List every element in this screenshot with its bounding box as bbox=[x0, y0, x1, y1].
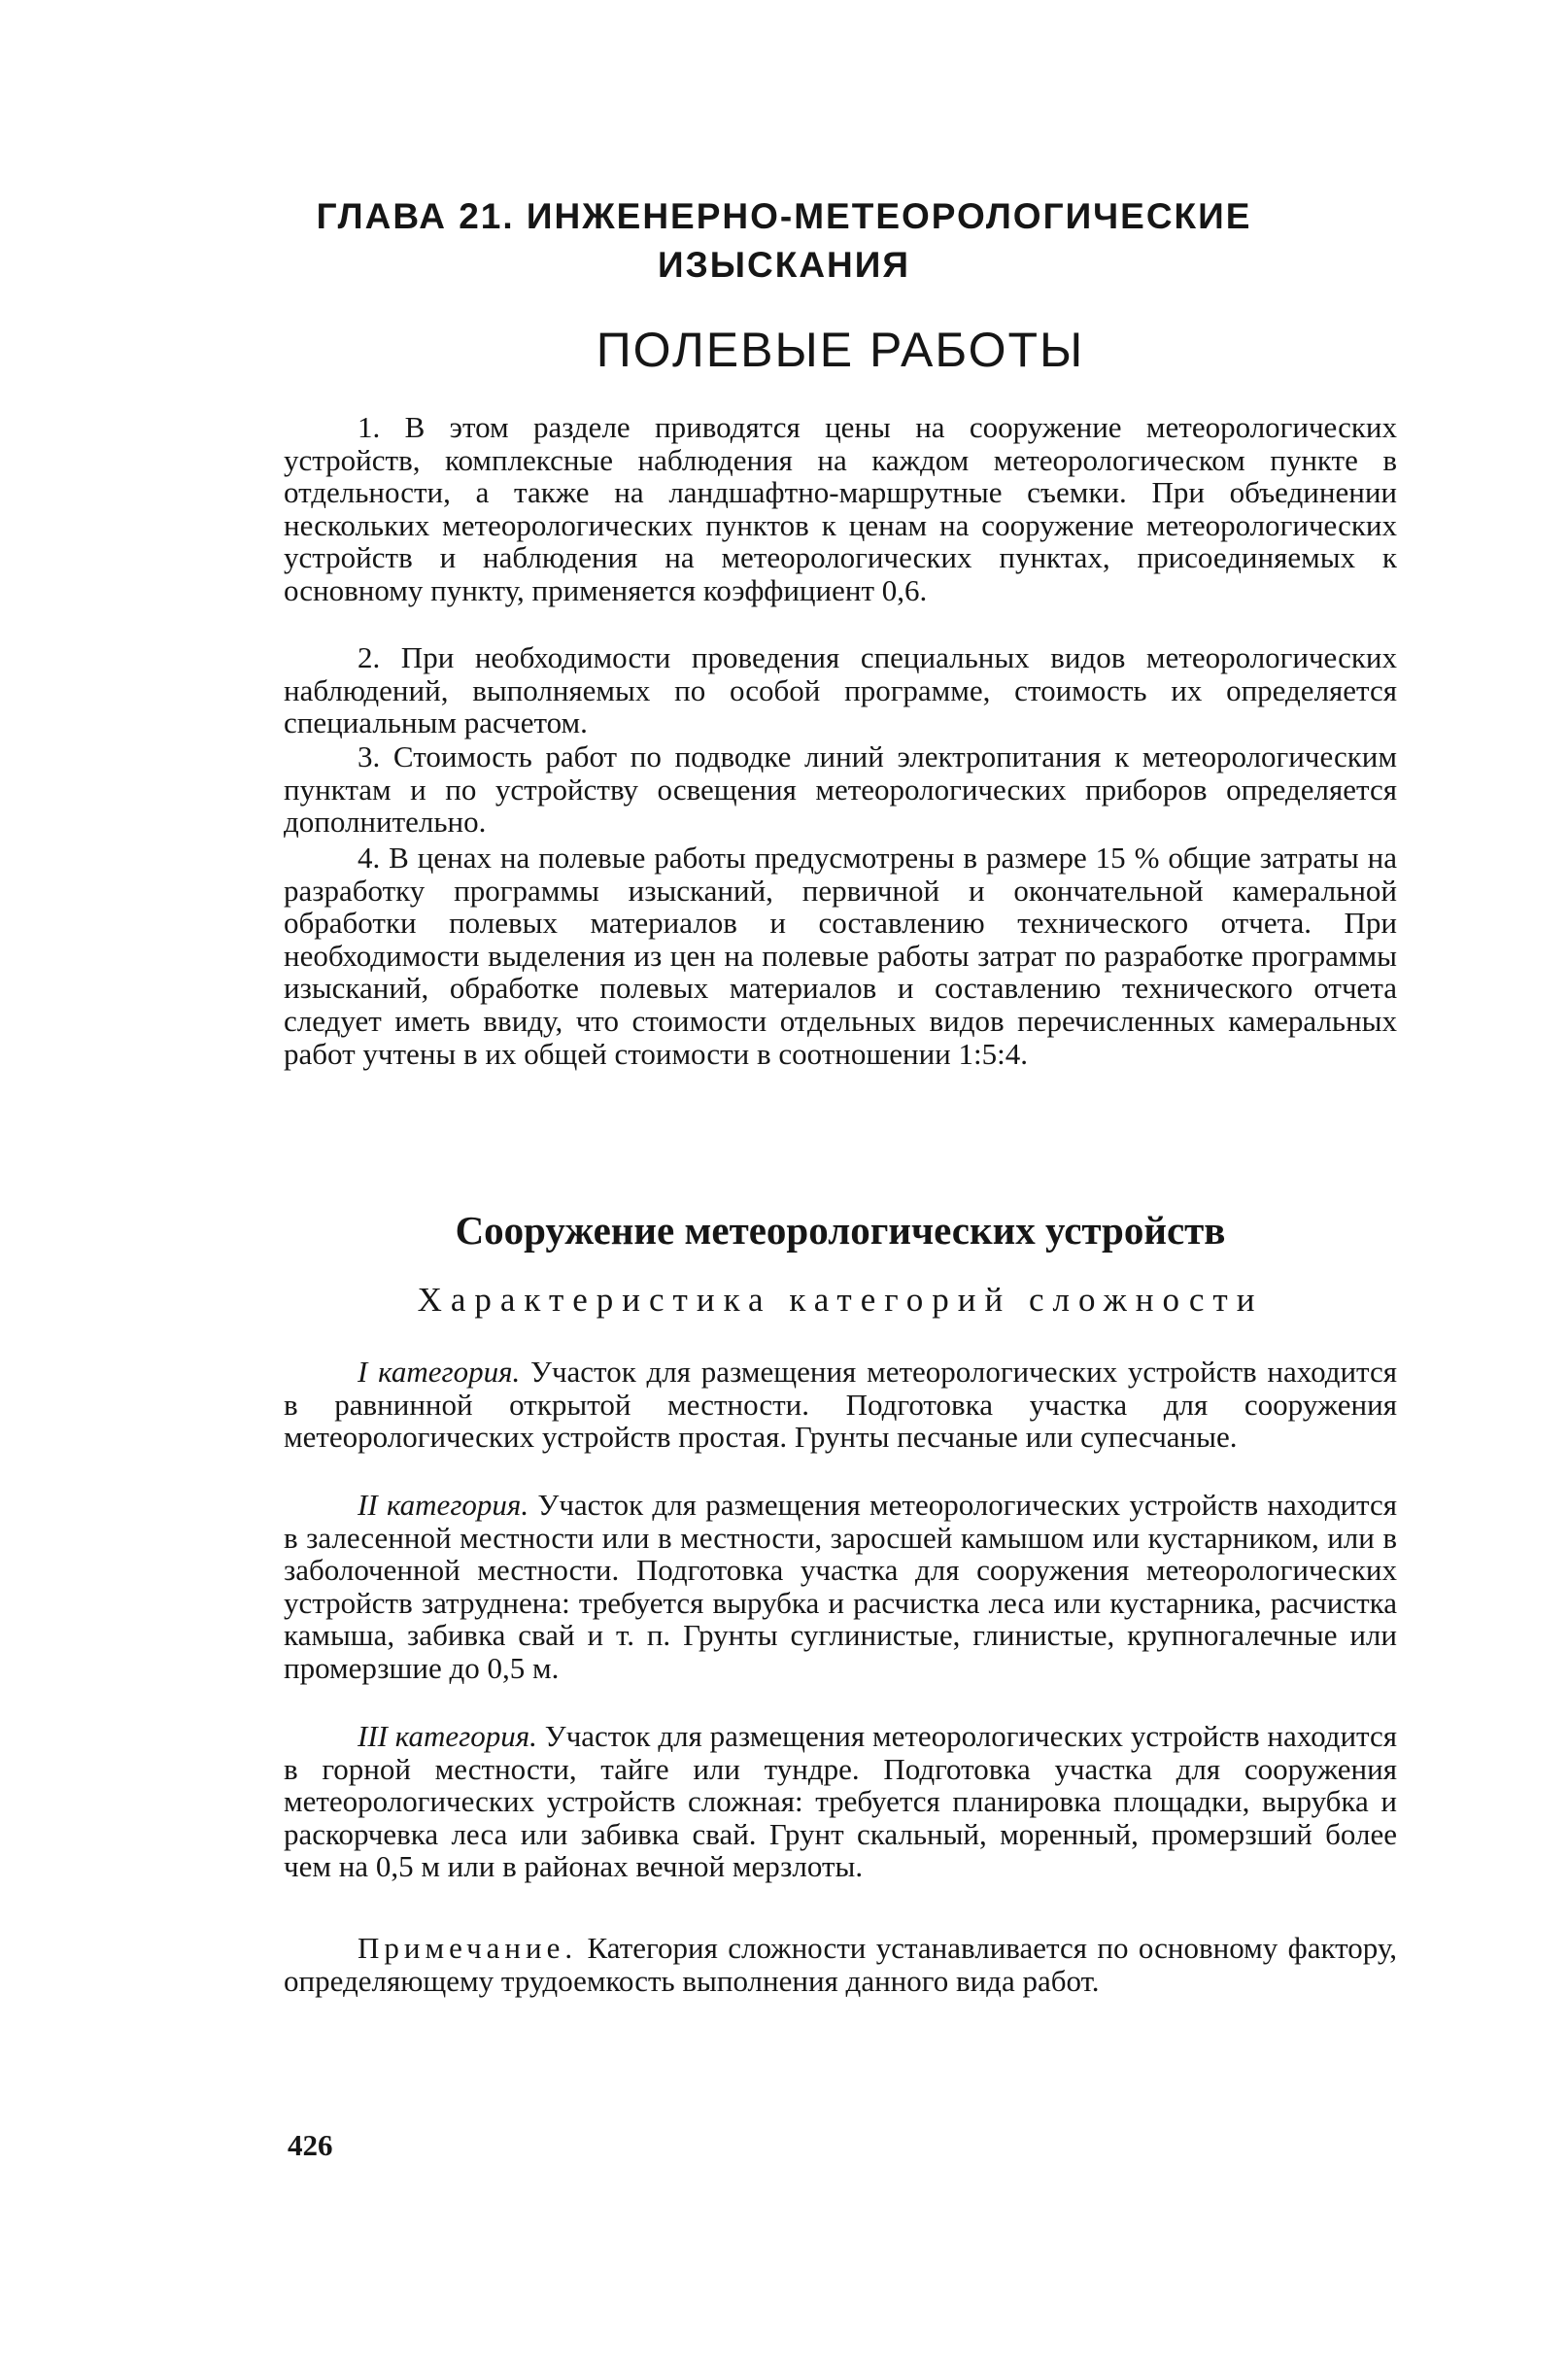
category-2-text: Участок для размещения метеорологических устройств находится в залесенной местности или в местности, заросшей камышом или кустарником, или в заболоченной местности. Подготовка участка для сооружения метеорологических устройств затруднена: требуется вырубка и расчистка леса или кустарника, расчистка камыша, забивка свай и т. п. Грунты суглинистые, глинистые, крупногалечные или промерзшие до 0,5 м. bbox=[284, 1488, 1397, 1685]
category-1-label: I категория. bbox=[358, 1355, 521, 1389]
note bbox=[284, 1932, 1397, 1997]
note-text: Категория сложности устанавливается по основному фактору, определяющему трудоемкость выполнения данного вида работ. bbox=[284, 1931, 1397, 1998]
category-3-text: Участок для размещения метеорологических устройств находится в горной местности, тайге или тундре. Подготовка участка для сооружения метеорологических устройств сложная: требуется планировка площадки, вырубка и раскорчевка леса или забивка свай. Грунт скальный, моренный, промерзший более чем на 0,5 м или в районах вечной мерзлоты. bbox=[284, 1719, 1397, 1884]
paragraph-4: 4. В ценах на полевые работы предусмотрены в размере 15 % общие затраты на разработку программы изысканий, первичной и окончательной камеральной обработки полевых материалов и составлению технического отчета. При необходимости выделения из цен на полевые работы затрат по разработке программы изысканий, обработке полевых материалов и составлению технического отчета следует иметь ввиду, что стоимости отдельных видов перечисленных камеральных работ учтены в их общей стоимости в соотношении 1:5:4. bbox=[284, 841, 1397, 1071]
subsection-title: Сооружение метеорологических устройств bbox=[455, 1208, 1226, 1253]
paragraph-2: 2. При необходимости проведения специальных видов метеорологических наблюдений, выполняемых по особой программе, стоимость их определяется специальным расчетом. bbox=[284, 640, 1397, 740]
category-2-label: II категория. bbox=[358, 1488, 529, 1522]
subsubsection-title: Характеристика категорий сложности bbox=[417, 1281, 1264, 1319]
paragraph-3: 3. Стоимость работ по подводке линий электропитания к метеорологическим пунктам и по устройству освещения метеорологических приборов определяется дополнительно. bbox=[284, 739, 1397, 840]
chapter-title bbox=[284, 192, 1284, 290]
category-1-text: Участок для размещения метеорологических устройств находится в равнинной открытой местности. Подготовка участка для сооружения метеорологических устройств простая. Грунты песчаные или супесчаные. bbox=[284, 1355, 1398, 1455]
paragraph-1: 1. В этом разделе приводятся цены на сооружение метеорологических устройств, комплексные наблюдения на каждом метеорологическом пункте в отдельности, а также на ландшафтно-маршрутные съемки. При объединении нескольких метеорологических пунктов к ценам на сооружение метеорологических устройств и наблюдения на метеорологических пунктах, присоединяемых к основному пункту, применяется коэффициент 0,6. bbox=[284, 410, 1397, 607]
category-2 bbox=[284, 1489, 1397, 1685]
section-title: ПОЛЕВЫЕ РАБОТЫ bbox=[596, 323, 1085, 377]
note-label: Примечание. bbox=[358, 1931, 578, 1965]
chapter-title-line2: ИЗЫСКАНИЯ bbox=[658, 245, 910, 285]
category-1 bbox=[284, 1356, 1397, 1454]
category-3 bbox=[284, 1720, 1397, 1883]
chapter-title-line1: ГЛАВА 21. ИНЖЕНЕРНО-МЕТЕОРОЛОГИЧЕСКИЕ bbox=[316, 196, 1252, 236]
category-3-label: III категория. bbox=[358, 1719, 537, 1753]
page-number: 426 bbox=[288, 2128, 333, 2162]
